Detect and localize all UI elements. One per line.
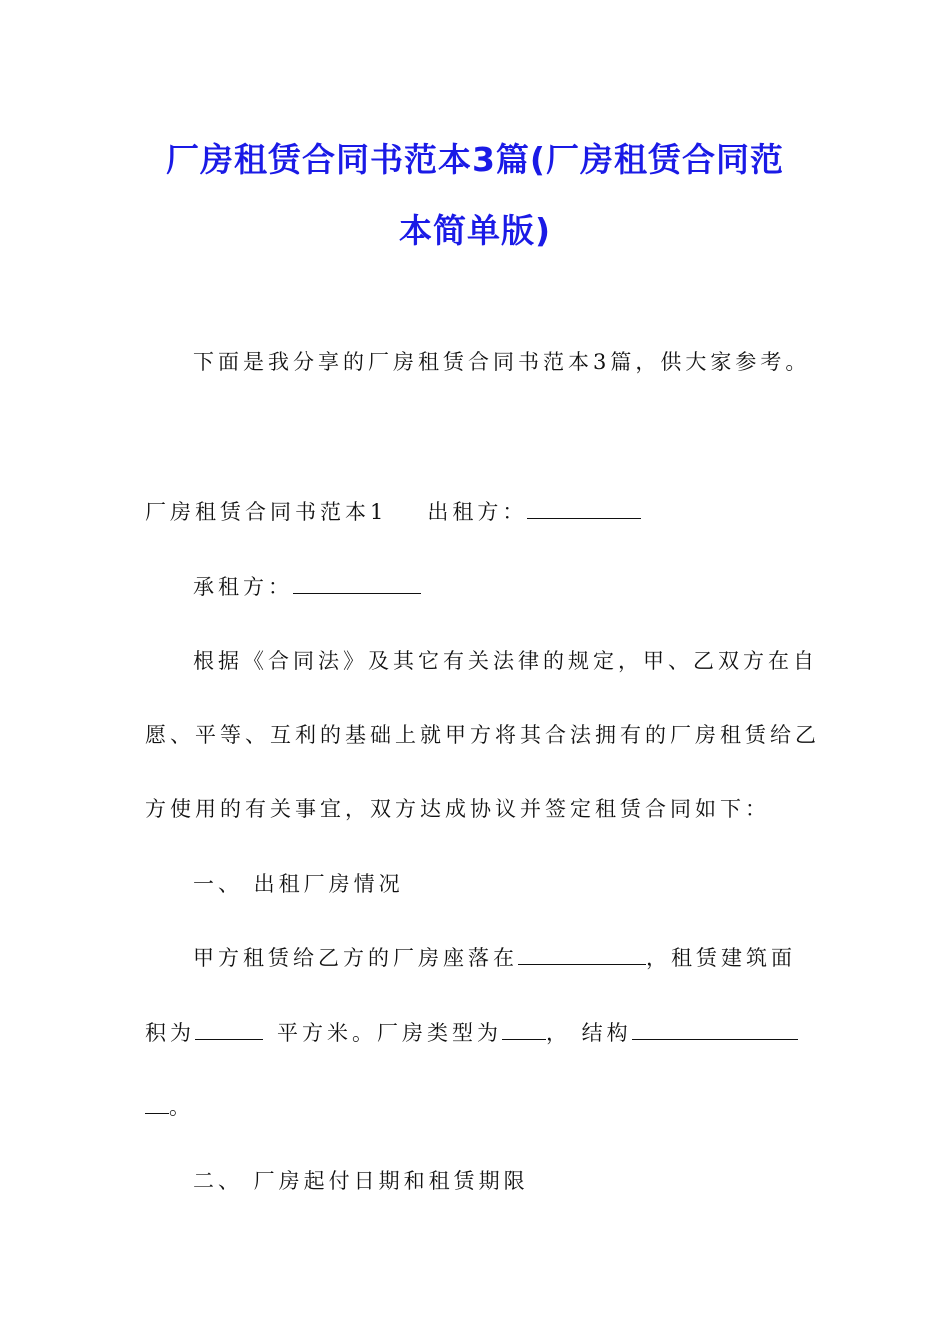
section-1-line-1: [193, 942, 796, 972]
section-1-line-3: [145, 1091, 194, 1121]
document-title-line-2: 本简单版): [398, 211, 552, 250]
location-label: 甲方租赁给乙方的厂房座落在: [193, 946, 518, 970]
basis-paragraph-line-2: 愿、平等、互利的基础上就甲方将其合法拥有的厂房租赁给乙: [145, 723, 820, 747]
section-1-heading: 一、 出租厂房情况: [193, 872, 404, 896]
lessee-label: 承租方：: [193, 575, 293, 599]
factory-type-blank: [502, 1038, 546, 1040]
lessor-label: 出租方：: [427, 500, 528, 524]
area-label-start: ，租赁建筑面: [646, 946, 796, 970]
structure-blank-continued: [145, 1112, 169, 1114]
basis-paragraph-line-1: 根据《合同法》及其它有关法律的规定，甲、乙双方在自: [193, 649, 818, 673]
factory-type-label: 平方米。厂房类型为: [277, 1021, 502, 1045]
lessee-blank: [293, 592, 421, 594]
structure-label: ， 结构: [546, 1021, 632, 1045]
sample1-heading: 厂房租赁合同书范本1: [145, 500, 388, 524]
area-blank: [195, 1038, 263, 1040]
line-end: 。: [169, 1095, 194, 1119]
basis-paragraph-line-3: 方使用的有关事宜，双方达成协议并签定租赁合同如下：: [145, 797, 770, 821]
section-1-line-2: [145, 1017, 798, 1047]
location-blank: [518, 963, 646, 965]
lessee-row: [193, 571, 421, 601]
document-title-line-1: 厂房租赁合同书范本3篇(厂房租赁合同范: [165, 140, 785, 179]
sample1-heading-row: [145, 496, 641, 526]
structure-blank: [632, 1038, 798, 1040]
intro-paragraph: 下面是我分享的厂房租赁合同书范本3篇，供大家参考。: [193, 350, 811, 374]
area-label: 积为: [145, 1021, 195, 1045]
lessor-blank: [527, 517, 641, 519]
section-2-heading: 二、 厂房起付日期和租赁期限: [193, 1169, 529, 1193]
